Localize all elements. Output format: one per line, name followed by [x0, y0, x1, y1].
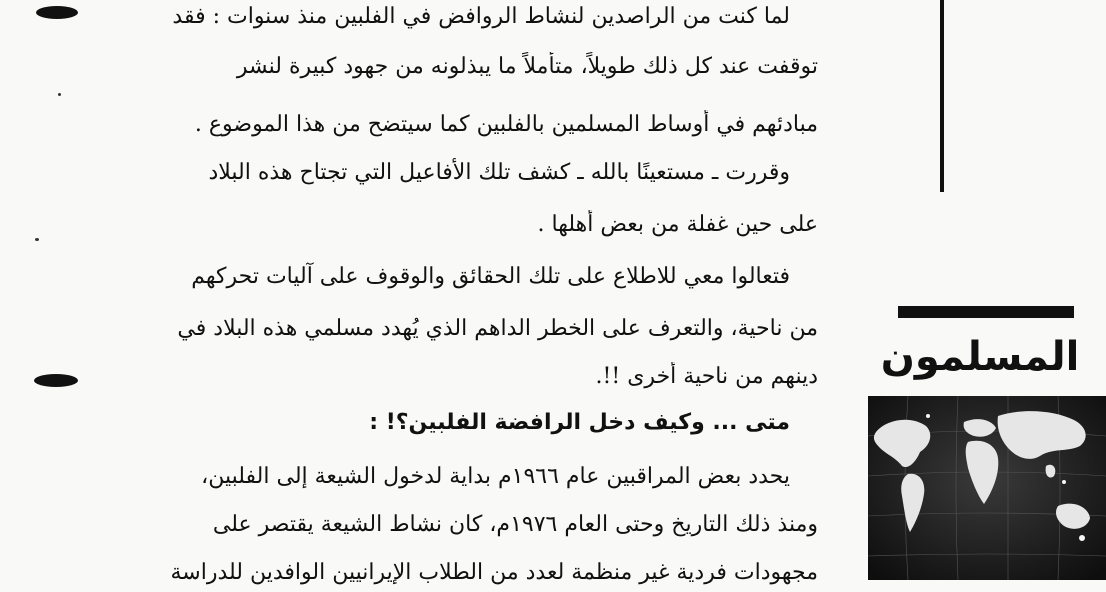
- world-map-image: [868, 396, 1106, 580]
- masthead-bar: [898, 306, 1074, 318]
- article-line: فتعالوا معي للاطلاع على تلك الحقائق والوقوف على آليات تحركهم: [191, 264, 790, 289]
- section-heading: متى ... وكيف دخل الرافضة الفلبين؟! :: [369, 410, 790, 435]
- masthead-title: المسلمون: [880, 334, 1080, 380]
- article-line: مجهودات فردية غير منظمة لعدد من الطلاب الإيرانيين الوافدين للدراسة: [170, 560, 818, 585]
- scan-speck: [58, 93, 61, 96]
- column-rule: [940, 0, 944, 192]
- scan-smudge-mark: [34, 374, 78, 387]
- article-line: يحدد بعض المراقبين عام ١٩٦٦م بداية لدخول الشيعة إلى الفلبين،: [201, 464, 790, 489]
- article-line: ومنذ ذلك التاريخ وحتى العام ١٩٧٦م، كان نشاط الشيعة يقتصر على: [212, 512, 818, 537]
- article-line: مبادئهم في أوساط المسلمين بالفلبين كما سيتضح من هذا الموضوع .: [194, 112, 818, 137]
- article-line: توقفت عند كل ذلك طويلاً، متأملاً ما يبذلونه من جهود كبيرة لنشر: [236, 54, 818, 79]
- article-line: دينهم من ناحية أخرى !!.: [595, 364, 818, 389]
- article-line: على حين غفلة من بعض أهلها .: [537, 212, 818, 237]
- scan-smudge-mark: [36, 6, 78, 19]
- article-body: [74, 0, 818, 585]
- world-map-icon: [868, 396, 1106, 580]
- scan-speck: [35, 238, 39, 241]
- article-line: من ناحية، والتعرف على الخطر الداهم الذي يُهدد مسلمي هذه البلاد في: [177, 316, 818, 341]
- article-line: لما كنت من الراصدين لنشاط الروافض في الفلبين منذ سنوات : فقد: [172, 4, 790, 29]
- article-line: وقررت ـ مستعينًا بالله ـ كشف تلك الأفاعيل التي تجتاح هذه البلاد: [208, 160, 790, 185]
